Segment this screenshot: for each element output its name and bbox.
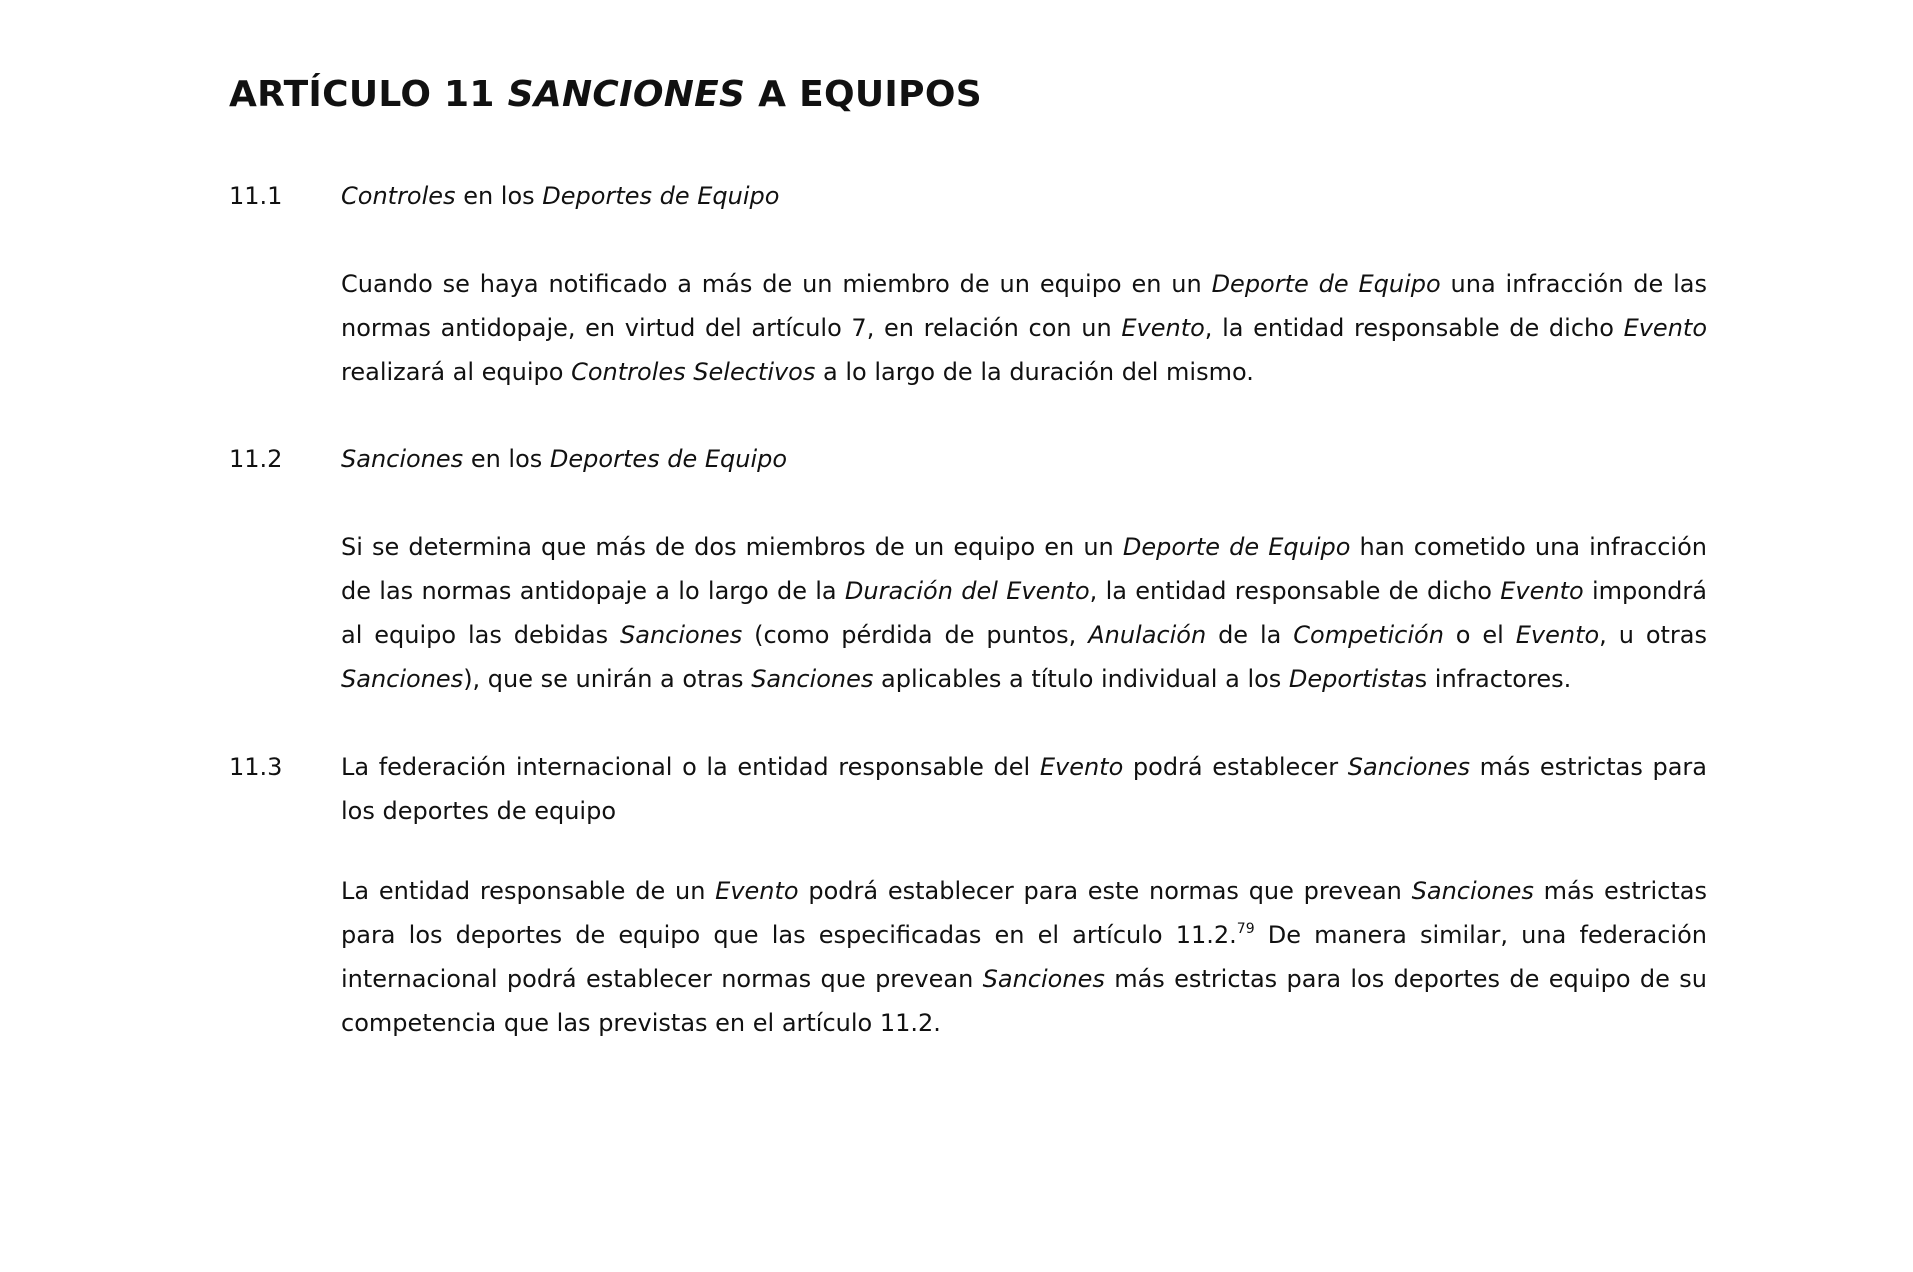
text-run: aplicables a título individual a los (873, 665, 1289, 693)
defined-term: Sanciones (751, 665, 874, 693)
text-run: más estrictas para los deportes de equipo de su competencia que las previstas en el artículo 11.2. (341, 965, 1707, 1037)
defined-term: Evento (1121, 314, 1205, 342)
text-run: , la entidad responsable de dicho (1089, 577, 1501, 605)
text-run: , la entidad responsable de dicho (1204, 314, 1624, 342)
defined-term: Sanciones (341, 445, 464, 473)
text-run: podrá establecer (1123, 753, 1348, 781)
section-11-2 (229, 437, 1707, 701)
text-run: (como pérdida de puntos, (742, 621, 1089, 649)
defined-term: Competición (1293, 621, 1444, 649)
text-run: impondrá al equipo las debidas (341, 577, 1707, 649)
section-title (341, 745, 1707, 833)
section-body (341, 869, 1707, 1045)
defined-term: Evento (1039, 753, 1124, 781)
defined-term: Deporte de Equipo (1211, 270, 1441, 298)
defined-term: Evento (1623, 314, 1707, 342)
text-run: , u otras (1599, 621, 1707, 649)
section-heading (229, 437, 1707, 481)
text-run: ), que se unirán a otras (463, 665, 752, 693)
defined-term: Evento (1500, 577, 1584, 605)
text-run: más estrictas para los deportes de equipo (341, 753, 1708, 825)
section-number: 11.1 (229, 182, 283, 210)
defined-term: Deportes de Equipo (542, 182, 780, 210)
section-11-1 (229, 174, 1707, 394)
defined-term: Deportista (1288, 665, 1415, 693)
text-run: Si se determina que más de dos miembros de un equipo en un (341, 533, 1123, 561)
text-run: realizará al equipo (341, 358, 572, 386)
section-number: 11.2 (229, 445, 283, 473)
text-run: en los (463, 445, 550, 473)
defined-term: Anulación (1088, 621, 1207, 649)
text-run: o el (1443, 621, 1516, 649)
text-run: La federación internacional o la entidad responsable del (341, 753, 1040, 781)
text-run: una infracción de las normas antidopaje, en virtud del artículo 7, en relación con un (341, 270, 1707, 342)
text-run: podrá establecer para este normas que prevean (798, 877, 1412, 905)
defined-term: Sanciones (341, 665, 464, 693)
section-11-3 (229, 745, 1707, 1045)
text-run: han cometido una infracción de las normas antidopaje a lo largo de la (341, 533, 1707, 605)
defined-term: Deportes de Equipo (549, 445, 788, 473)
section-heading (229, 174, 1707, 218)
text-run: de la (1206, 621, 1294, 649)
text-run: Cuando se haya notificado a más de un miembro de un equipo en un (341, 270, 1212, 298)
section-number: 11.3 (229, 753, 283, 781)
text-run: De manera similar, una federación internacional podrá establecer normas que prevean (341, 921, 1707, 993)
defined-term: Duración del Evento (844, 577, 1090, 605)
section-body (341, 262, 1707, 394)
text-run: s infractores. (1414, 665, 1572, 693)
page-title (229, 70, 982, 120)
section-heading (229, 745, 1707, 833)
defined-term: Controles Selectivos (571, 358, 816, 386)
defined-term: Deporte de Equipo (1122, 533, 1351, 561)
defined-term: Sanciones (1347, 753, 1470, 781)
section-title (341, 437, 1707, 481)
defined-term: Evento (1515, 621, 1600, 649)
text-run: a lo largo de la duración del mismo. (815, 358, 1254, 386)
defined-term: Sanciones (1411, 877, 1534, 905)
defined-term: Controles (341, 182, 456, 210)
text-run: La entidad responsable de un (341, 877, 716, 905)
title-suffix: A EQUIPOS (745, 74, 982, 115)
section-title (341, 174, 1707, 218)
defined-term: Sanciones (620, 621, 743, 649)
title-prefix: ARTÍCULO 11 (229, 74, 508, 115)
text-run: más estrictas para los deportes de equipo que las especificadas en el artículo 11.2. (341, 877, 1707, 949)
defined-term: Sanciones (982, 965, 1105, 993)
text-run: en los (455, 182, 543, 210)
defined-term: Evento (715, 877, 799, 905)
section-body (341, 525, 1707, 701)
title-italic: SANCIONES (507, 74, 746, 115)
footnote-reference: 79 (1236, 921, 1255, 937)
